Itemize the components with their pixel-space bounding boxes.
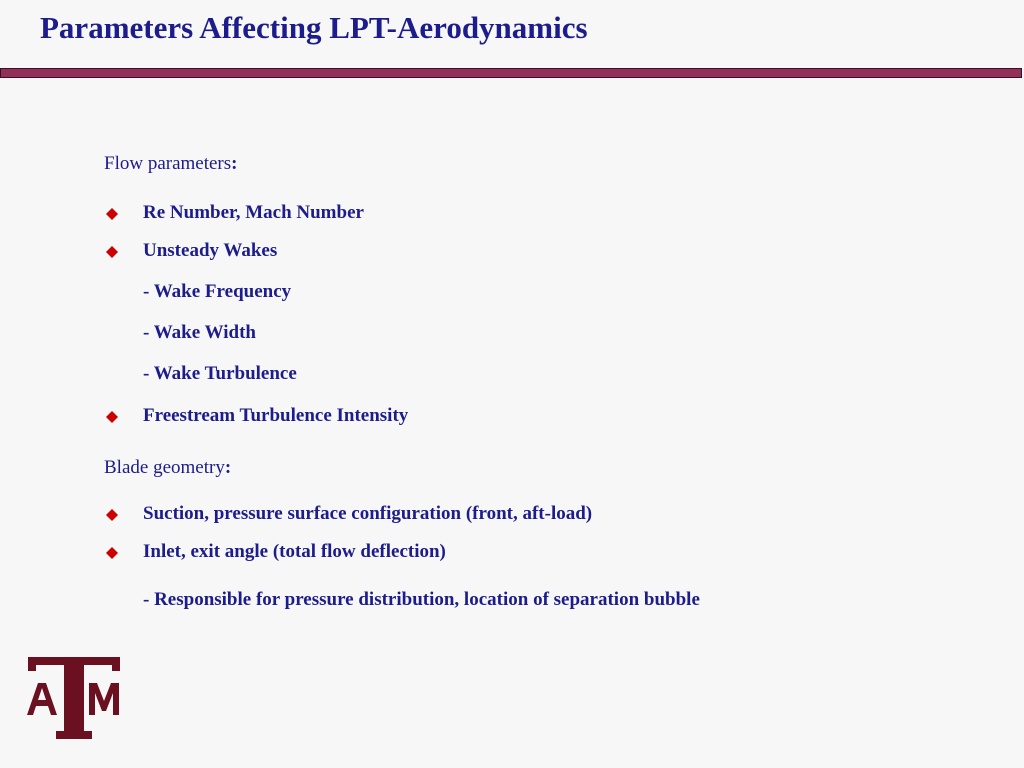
list-subitem: - Wake Width bbox=[143, 322, 256, 343]
diamond-bullet-icon bbox=[106, 242, 118, 262]
section-heading-blade-label: Blade geometry bbox=[104, 457, 225, 478]
diamond-bullet-icon bbox=[106, 407, 118, 427]
section-heading-flow-colon: : bbox=[231, 153, 238, 174]
diamond-bullet-icon bbox=[106, 543, 118, 563]
slide-title: Parameters Affecting LPT-Aerodynamics bbox=[40, 10, 588, 45]
title-underline-bar bbox=[0, 68, 1022, 78]
section-heading-flow-label: Flow parameters bbox=[104, 153, 232, 174]
diamond-bullet-icon bbox=[106, 204, 118, 224]
list-item: Unsteady Wakes bbox=[143, 240, 278, 261]
section-heading-blade bbox=[104, 457, 231, 479]
list-subitem: - Responsible for pressure distribution, location of separation bubble bbox=[143, 589, 700, 610]
list-subitem: - Wake Turbulence bbox=[143, 363, 297, 384]
list-item: Suction, pressure surface configuration (front, aft-load) bbox=[143, 503, 593, 524]
list-item: Re Number, Mach Number bbox=[143, 202, 364, 223]
list-item: Freestream Turbulence Intensity bbox=[143, 405, 409, 426]
section-heading-blade-colon: : bbox=[224, 457, 232, 478]
atm-logo bbox=[26, 655, 122, 741]
section-heading-flow bbox=[104, 153, 237, 175]
list-item: Inlet, exit angle (total flow deflection) bbox=[143, 541, 446, 562]
diamond-bullet-icon bbox=[106, 505, 118, 525]
list-subitem: - Wake Frequency bbox=[143, 281, 292, 302]
